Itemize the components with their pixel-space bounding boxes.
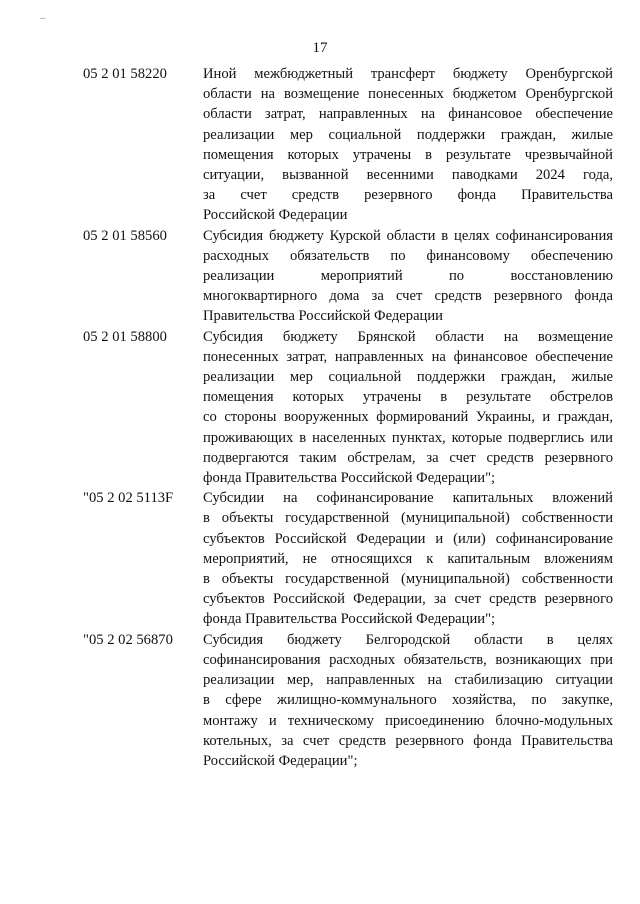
entry-description-last-line: Российской Федерации: [203, 207, 348, 224]
budget-code-entry: [83, 226, 613, 327]
budget-code: "05 2 02 56870: [83, 631, 173, 648]
budget-code-entry: [83, 327, 613, 489]
entry-description: [203, 226, 613, 327]
entry-description: [203, 64, 613, 226]
entry-description-last-line: Российской Федерации";: [203, 752, 358, 769]
entry-description: [203, 488, 613, 629]
entry-description-body: Субсидия бюджету Белгородской области в целях софинансирования расходных обязательств, возникающих при реализации мер, направленных на стабилизацию ситуации в сфере жилищно-коммунального хозяйства, по закупке, монтажу и техническому присоединению блочно-модульных котельных, за счет средств резервного фонда Правительства: [203, 631, 613, 749]
entry-description-body: Иной межбюджетный трансферт бюджету Оренбургской области на возмещение понесенных бюджетом Оренбургской области затрат, направленных на финансовое обеспечение реализации мер социальной поддержки граждан, жилые помещения которых утрачены в результате чрезвычайной ситуации, вызванной весенними паводками 2024 года, за счет средств резервного фонда Правительства: [203, 66, 613, 204]
budget-code: "05 2 02 5113F: [83, 490, 174, 507]
budget-code-entry: [83, 630, 613, 771]
entry-description-body: Субсидии на софинансирование капитальных вложений в объекты государственной (муниципальной) собственности субъектов Российской Федерации и (или) софинансирование мероприятий, не относящихся к капитальным вложениям в объекты государственной (муниципальной) собственности субъектов Российской Федерации, за счет средств резервного: [203, 490, 613, 608]
budget-code: 05 2 01 58220: [83, 66, 167, 82]
corner-mark: –: [40, 13, 46, 24]
budget-code: 05 2 01 58560: [83, 227, 167, 244]
budget-code: 05 2 01 58800: [83, 328, 167, 345]
budget-code-list: [83, 64, 613, 771]
entry-description: [203, 327, 613, 489]
entry-description-body: Субсидия бюджету Брянской области на возмещение понесенных затрат, направленных на финансовое обеспечение реализации мер социальной поддержки граждан, жилые помещения которых утрачены в результате обстрелов со стороны вооруженных формирований Украины, и граждан, проживающих в населенных пунктах, которые подверглись или подвергаются таким обстрелам, за счет средств резервного: [203, 328, 613, 466]
entry-description-body: Субсидия бюджету Курской области в целях софинансирования расходных обязательств по финансовому обеспечению реализации мероприятий по восстановлению многоквартирного дома за счет средств резервного фонда: [203, 227, 613, 305]
page-number: 17: [312, 40, 328, 56]
entry-description: [203, 630, 613, 771]
entry-description-last-line: Правительства Российской Федерации: [203, 308, 443, 325]
entry-description-last-line: фонда Правительства Российской Федерации";: [203, 611, 496, 628]
budget-code-entry: [83, 488, 613, 629]
entry-description-last-line: фонда Правительства Российской Федерации";: [203, 470, 496, 487]
budget-code-entry: [83, 64, 613, 226]
